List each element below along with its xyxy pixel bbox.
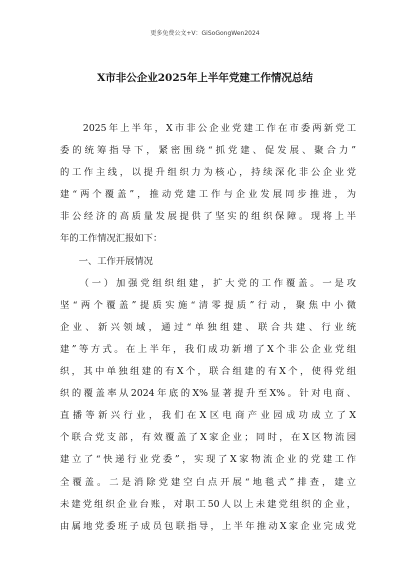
body-line: 建”等方式。在上半年，我们成功新增了X个非公企业党组 — [60, 343, 356, 355]
body-line: 企业、新兴领域，通过“单独组建、联合共建、行业统 — [60, 321, 356, 333]
body-line: 委的统筹指导下，紧密围绕“抓党建、促发展、聚合力” — [60, 145, 356, 157]
body-line: 建“两个覆盖”，推动党建工作与企业发展同步推进，为 — [60, 189, 356, 201]
body-line: 个联合党支部，有效覆盖了X家企业；同时，在X区物流园 — [60, 432, 356, 444]
body-line: 的工作主线，以提升组织力为核心，持续深化非公企业党 — [60, 167, 356, 179]
body-line: 2025年上半年，X市非公企业党建工作在市委两新党工 — [60, 123, 356, 134]
body-line: （一）加强党组织组建，扩大党的工作覆盖。一是攻 — [60, 277, 356, 289]
body-line: 织，其中单独组建的有X个，联合组建的有X个，使得党组 — [60, 366, 356, 378]
body-line: 未建党组织企业台账，对职工50人以上未建党组织的企业， — [60, 498, 356, 510]
body-line: 一、工作开展情况 — [60, 255, 153, 267]
body-line: 年的工作情况汇报如下： — [60, 233, 163, 245]
body-line: 由属地党委班子成员包联指导，上半年推动X家企业完成党 — [60, 520, 356, 532]
body-line: 织的覆盖率从2024年底的X%显著提升至X%。针对电商、 — [60, 388, 356, 400]
document-body — [60, 118, 356, 538]
document-title: X市非公企业2025年上半年党建工作情况总结 — [97, 72, 313, 84]
body-line: 坚“两个覆盖”提质实施“清零提质”行动，聚焦中小微 — [60, 299, 356, 311]
body-line: 非公经济的高质量发展提供了坚实的组织保障。现将上半 — [60, 211, 356, 223]
body-line: 建立了“快递行业党委”，实现了X家物流企业的党建工作 — [60, 454, 356, 466]
body-line: 直播等新兴行业，我们在X区电商产业园成功成立了X — [60, 410, 356, 422]
body-line: 全覆盖。二是消除党建空白点开展“地毯式”排查，建立 — [60, 476, 356, 488]
watermark-text: 更多免费公文+V：GiSoGongWen2024 — [150, 30, 260, 37]
